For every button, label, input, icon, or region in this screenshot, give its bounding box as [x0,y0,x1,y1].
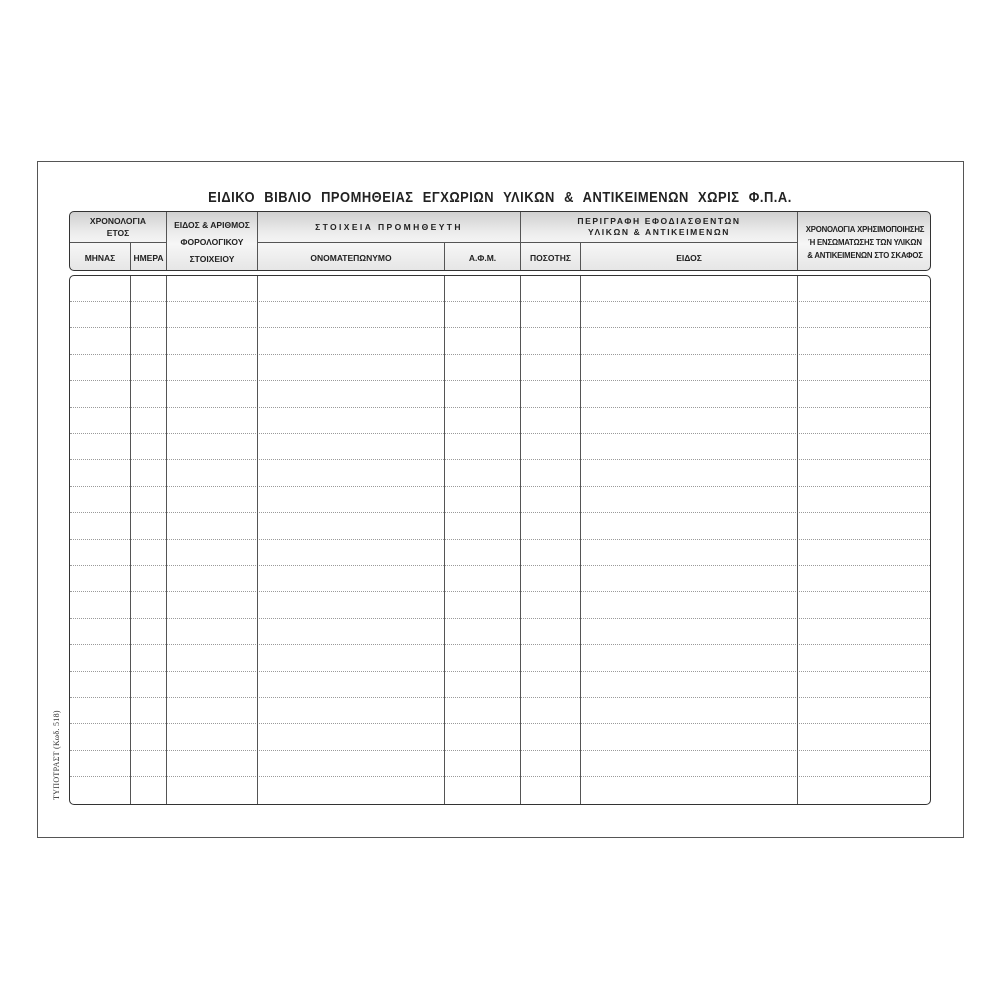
header-day: ΗΜΕΡΑ [133,252,164,263]
ruled-line [70,407,930,408]
header-description-line: ΥΛΙΚΩΝ & ΑΝΤΙΚΕΙΜΕΝΩΝ [587,227,730,237]
ruled-line [70,539,930,540]
ruled-line [70,512,930,513]
column-divider [257,276,258,804]
header-doc-type-line: ΕΙΔΟΣ & ΑΡΙΘΜΟΣ [174,220,250,230]
header-chronology [70,212,166,242]
header-document-type [167,212,257,271]
column-divider [444,276,445,804]
header-description [521,212,797,242]
ruled-line [70,301,930,302]
header-item-type: ΕΙΔΟΣ [676,252,702,263]
header-vat-number: Α.Φ.Μ. [468,252,497,263]
header-usage-line: Ή ΕΝΣΩΜΑΤΩΣΗΣ ΤΩΝ ΥΛΙΚΩΝ [808,237,922,247]
header-usage-line: ΧΡΟΝΟΛΟΓΙΑ ΧΡΗΣΙΜΟΠΟΙΗΣΗΣ [805,224,925,234]
ruled-line [70,565,930,566]
table-header [69,211,931,271]
header-description-line: ΠΕΡΙΓΡΑΦΗ ΕΦΟΔΙΑΣΘΕΝΤΩΝ [577,216,741,226]
ruled-line [70,697,930,698]
ruled-line [70,644,930,645]
header-month: ΜΗΝΑΣ [84,252,116,263]
form-title: ΕΙΔΙΚΟ ΒΙΒΛΙΟ ΠΡΟΜΗΘΕΙΑΣ ΕΓΧΩΡΙΩΝ ΥΛΙΚΩΝ & ΑΝΤΙΚΕΙΜΕΝΩΝ ΧΩΡΙΣ Φ.Π.Α. [208,189,792,206]
printer-code: ΤΥΠΟΤΡΑΣΤ (Κωδ. 518) [52,710,61,800]
header-supplier: ΣΤΟΙΧΕΙΑ ΠΡΟΜΗΘΕΥΤΗ [315,222,463,232]
column-divider [166,276,167,804]
column-divider [520,276,521,804]
ruled-line [70,380,930,381]
header-usage-date [798,212,931,271]
header-year-label: ΕΤΟΣ [106,228,130,238]
ruled-line [70,459,930,460]
column-divider [797,276,798,804]
ruled-line [70,486,930,487]
header-chronology-label: ΧΡΟΝΟΛΟΓΙΑ [89,216,147,226]
header-usage-line: & ΑΝΤΙΚΕΙΜΕΝΩΝ ΣΤΟ ΣΚΑΦΟΣ [807,250,923,260]
ruled-line [70,776,930,777]
header-doc-type-line: ΣΤΟΙΧΕΙΟΥ [189,254,235,264]
ruled-line [70,671,930,672]
header-quantity: ΠΟΣΟΤΗΣ [530,252,571,263]
ruled-line [70,723,930,724]
ruled-line [70,354,930,355]
column-divider [580,276,581,804]
ruled-line [70,750,930,751]
column-divider [130,276,131,804]
ruled-line [70,618,930,619]
ruled-line [70,327,930,328]
table-body [69,275,931,805]
ruled-line [70,433,930,434]
ruled-line [70,591,930,592]
header-doc-type-line: ΦΟΡΟΛΟΓΙΚΟΥ [180,237,244,247]
header-full-name: ΟΝΟΜΑΤΕΠΩΝΥΜΟ [310,252,392,263]
